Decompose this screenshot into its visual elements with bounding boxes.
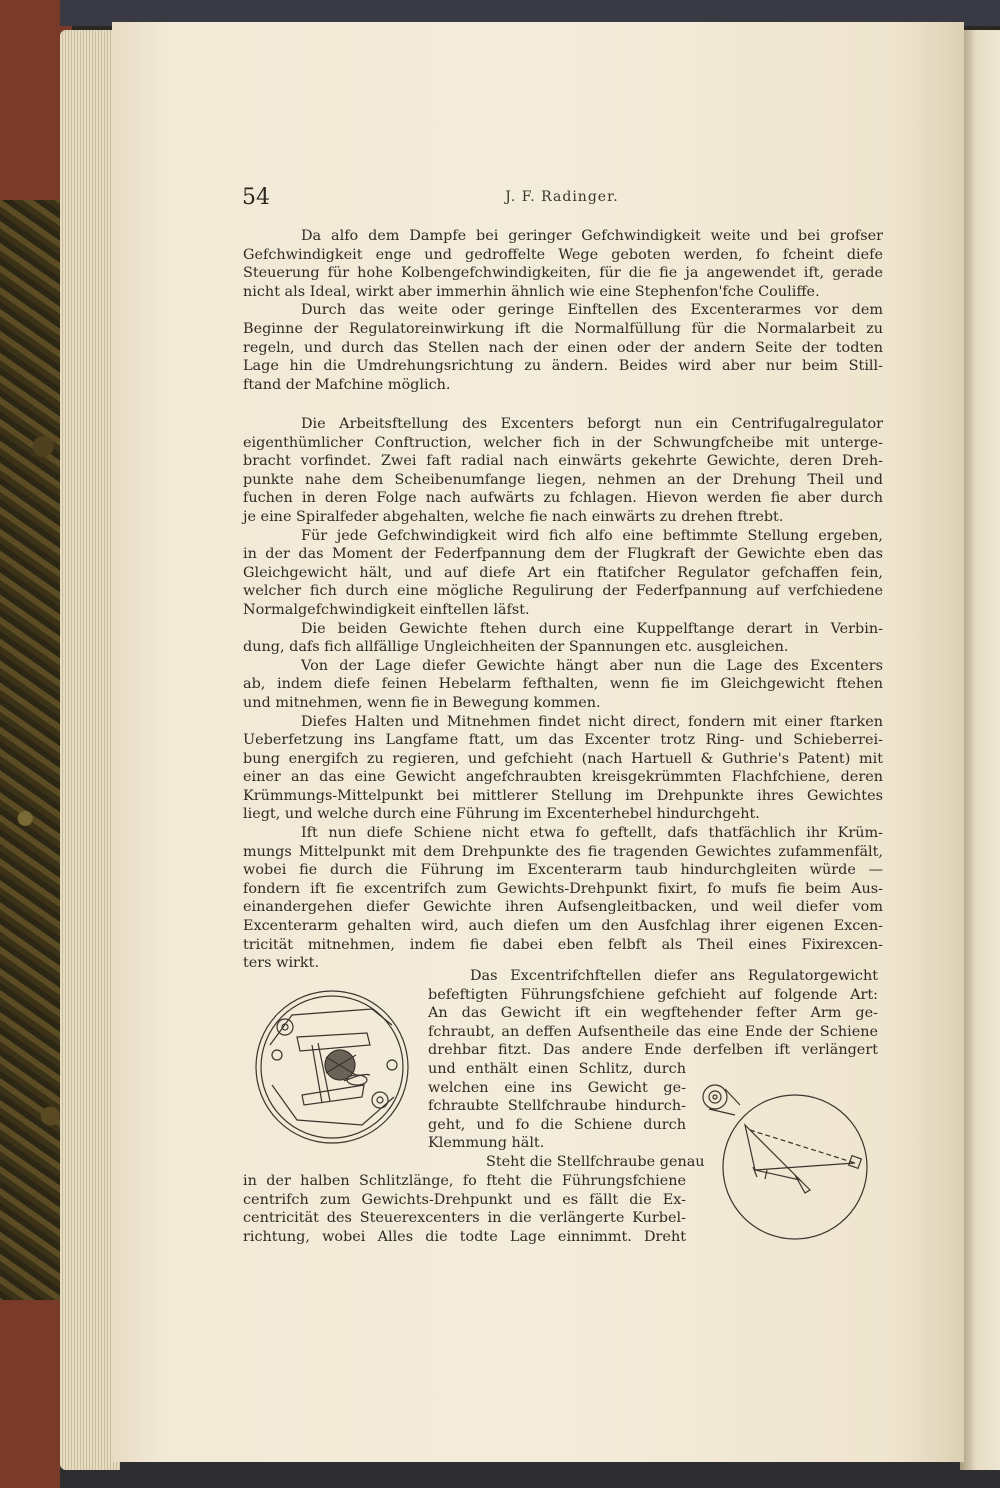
- page-number: 54: [242, 185, 270, 210]
- text-line: Gefchwindigkeit enge und gedroffelte Wege geboten werden, fo fcheint diefe: [243, 246, 883, 263]
- text-line: fchraubt, an deffen Aufsentheile das eine Ende der Schiene: [428, 1023, 878, 1040]
- text-line: Klemmung hält.: [428, 1135, 545, 1152]
- paragraph-block-3c: [243, 1172, 686, 1246]
- text-line: fchraubte Stellfchraube hindurch-: [428, 1098, 686, 1115]
- text-line: fondern ift fie excentrifch zum Gewichts-Drehpunkt fixirt, fo mufs fie beim Aus-: [243, 880, 883, 897]
- text-line: dung, dafs fich allfällige Ungleichheiten der Spannungen etc. ausgleichen.: [243, 639, 789, 656]
- text-line: Normalgefchwindigkeit einftellen läfst.: [243, 601, 530, 618]
- text-line: einandergehen diefer Gewichte ihren Aufsengleitbacken, und weil diefer vom: [243, 899, 883, 916]
- text-line: Excenterarm gehalten wird, auch diefen um den Ausfchlag ihrer eigenen Excen-: [243, 918, 883, 935]
- text-line: centrifch zum Gewichts-Drehpunkt und es fällt die Ex-: [243, 1191, 686, 1208]
- page-edges: [60, 30, 120, 1470]
- text-line: eigenthümlicher Conftruction, welcher fich in der Schwungfcheibe mit unterge-: [243, 434, 883, 451]
- text-line: Steht die Stellfchraube genau: [486, 1153, 705, 1170]
- text-line: Die Arbeitsftellung des Excenters beforgt nun ein Centrifugalregulator: [301, 416, 883, 432]
- text-line: liegt, und welche durch eine Führung im Excenterhebel hindurchgeht.: [243, 806, 760, 823]
- scan-background-bottom: [60, 1462, 1000, 1488]
- eccentric-adjustment-figure: [695, 1075, 870, 1245]
- page-header: [242, 185, 882, 215]
- text-line: regeln, und durch das Stellen nach der einen oder der andern Seite der todten: [243, 339, 883, 356]
- text-line: Diefes Halten und Mitnehmen findet nicht direct, fondern mit einer ftarken: [301, 713, 883, 730]
- flywheel-regulator-figure: [252, 985, 412, 1150]
- paragraph-block-3b: [428, 1060, 705, 1172]
- text-line: centricität des Steuerexcenters in die verlängerte Kurbel-: [243, 1210, 686, 1227]
- text-line: geht, und fo die Schiene durch: [428, 1116, 686, 1133]
- text-line: und enthält einen Schlitz, durch: [428, 1061, 686, 1077]
- text-line: und mitnehmen, wenn fie in Bewegung kommen.: [243, 694, 601, 711]
- text-line: ters wirkt.: [243, 955, 320, 972]
- paragraph-block-3a: [428, 967, 878, 1060]
- text-line: Beginne der Regulatoreinwirkung ift die Normalfüllung für die Normalarbeit zu: [243, 320, 883, 337]
- text-line: An das Gewicht ift ein wegftehender fefter Arm ge-: [428, 1005, 878, 1022]
- paragraph-block-2: [243, 415, 883, 973]
- text-line: welchen eine ins Gewicht ge-: [428, 1079, 686, 1096]
- text-line: Krümmungs-Mittelpunkt bei mittlerer Stellung im Drehpunkte ihres Gewichtes: [243, 787, 883, 804]
- text-line: Da alfo dem Dampfe bei geringer Gefchwindigkeit weite und bei grofser: [301, 228, 883, 244]
- text-line: Für jede Gefchwindigkeit wird fich alfo eine beftimmte Stellung ergeben,: [301, 527, 883, 544]
- running-head: J. F. Radinger.: [505, 189, 619, 205]
- text-line: Steuerung für hohe Kolbengefchwindigkeiten, für die fie ja angewendet ift, gerade: [243, 265, 883, 282]
- text-line: ftand der Mafchine möglich.: [243, 376, 451, 393]
- text-line: punkte nahe dem Scheibenumfange liegen, nehmen an der Drehung Theil und: [243, 471, 883, 488]
- text-line: bracht vorfindet. Zwei faft radial nach einwärts gekehrte Gewichte, deren Dreh-: [243, 453, 883, 470]
- text-line: drehbar fitzt. Das andere Ende derfelben ift verlängert: [428, 1042, 878, 1059]
- text-line: befeftigten Führungsfchiene gefchieht auf folgende Art:: [428, 986, 878, 1003]
- text-line: richtung, wobei Alles die todte Lage einnimmt. Dreht: [243, 1228, 686, 1245]
- text-line: Lage hin die Umdrehungsrichtung zu ändern. Beides wird aber nur beim Still-: [243, 358, 883, 375]
- text-line: wobei fie durch die Führung im Excenterarm taub hindurchgleiten würde —: [243, 862, 883, 879]
- text-line: mungs Mittelpunkt mit dem Drehpunkte des fie tragenden Gewichtes zufammenfält,: [243, 843, 883, 860]
- text-line: nicht als Ideal, wirkt aber immerhin ähnlich wie eine Stephenfon'fche Couliffe.: [243, 283, 820, 300]
- text-line: Das Excentrifchftellen diefer ans Regulatorgewicht: [470, 968, 878, 984]
- text-line: Die beiden Gewichte ftehen durch eine Kuppelftange derart in Verbin-: [301, 620, 883, 637]
- text-line: tricität mitnehmen, indem fie dabei eben felbft als Theil eines Fixirexcen-: [243, 936, 883, 953]
- text-line: ab, indem diefe feinen Hebelarm fefthalten, wenn fie im Gleichgewicht ftehen: [243, 676, 883, 693]
- text-line: Ueberfetzung ins Langfame ftatt, um das Excenter trotz Ring- und Schieberrei-: [243, 732, 883, 749]
- text-line: Ift nun diefe Schiene nicht etwa fo geftellt, dafs thatfächlich ihr Krüm-: [301, 825, 883, 842]
- text-line: in der halben Schlitzlänge, fo fteht die Führungsfchiene: [243, 1173, 686, 1189]
- text-line: einer an das eine Gewicht angefchraubten kreisgekrümmten Flachfchiene, deren: [243, 769, 883, 786]
- text-line: Von der Lage diefer Gewichte hängt aber nun die Lage des Excenters: [301, 657, 883, 674]
- text-line: je eine Spiralfeder abgehalten, welche fie nach einwärts zu drehen ftrebt.: [243, 508, 784, 525]
- text-line: fuchen in deren Folge nach aufwärts zu fchlagen. Hievon werden fie aber durch: [243, 490, 883, 507]
- text-line: welcher fich durch eine mögliche Regulirung der Federfpannung auf verfchiedene: [243, 583, 883, 600]
- text-line: Gleichgewicht hält, und auf diefe Art ein ftatifcher Regulator gefchaffen fein,: [243, 564, 883, 581]
- facing-page-edge: [960, 30, 1000, 1470]
- text-line: Durch das weite oder geringe Einftellen des Excenterarmes vor dem: [301, 302, 883, 319]
- text-line: in der das Moment der Federfpannung dem der Flugkraft der Gewichte eben das: [243, 546, 883, 563]
- text-line: bung energifch zu regieren, und gefchieht (nach Hartuell & Guthrie's Patent) mit: [243, 750, 883, 767]
- paragraph-block-1: [243, 227, 883, 394]
